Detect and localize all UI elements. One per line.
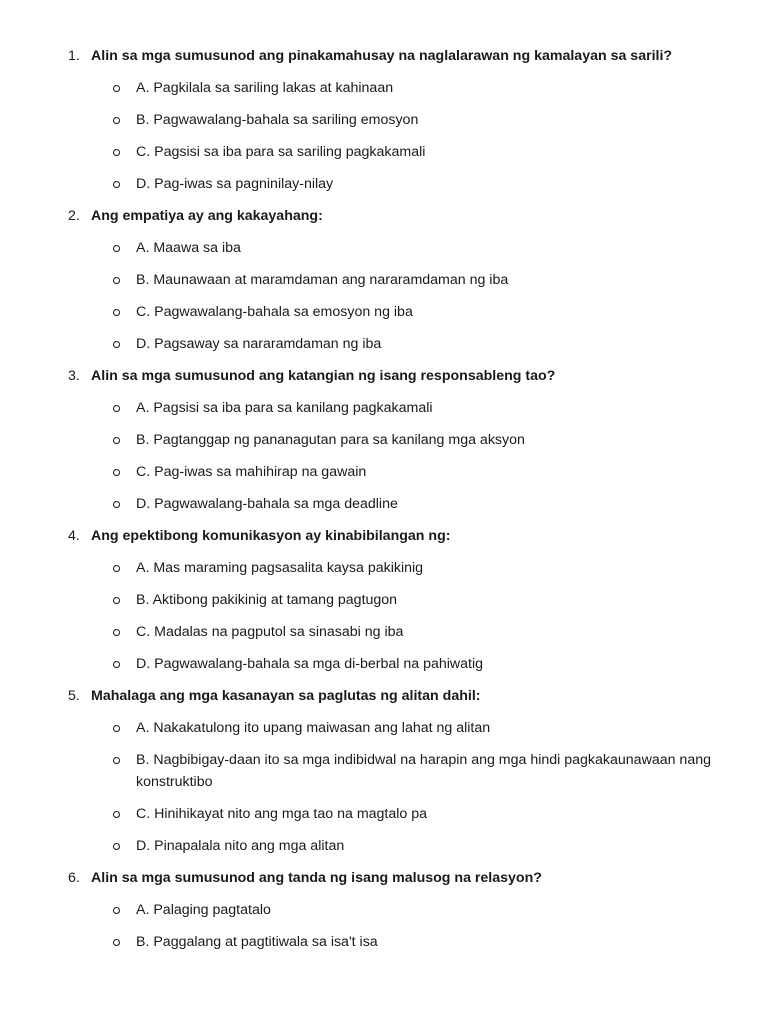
hollow-circle-bullet-icon bbox=[113, 245, 120, 252]
option-c bbox=[0, 136, 768, 168]
question-line bbox=[0, 40, 768, 72]
option-b bbox=[0, 264, 768, 296]
question-text: Alin sa mga sumusunod ang katangian ng isang responsableng tao? bbox=[91, 368, 556, 384]
option-d bbox=[0, 830, 768, 862]
hollow-circle-bullet-icon bbox=[113, 469, 120, 476]
option-text: A. Palaging pagtatalo bbox=[136, 902, 271, 918]
question-6 bbox=[0, 862, 768, 958]
hollow-circle-bullet-icon bbox=[113, 149, 120, 156]
option-text: B. Aktibong pakikinig at tamang pagtugon bbox=[136, 592, 398, 608]
question-number: 2. bbox=[68, 208, 80, 224]
option-text: B. Pagtanggap ng pananagutan para sa kanilang mga aksyon bbox=[136, 432, 525, 448]
option-text: C. Hinihikayat nito ang mga tao na magtalo pa bbox=[136, 806, 428, 822]
hollow-circle-bullet-icon bbox=[113, 277, 120, 284]
hollow-circle-bullet-icon bbox=[113, 811, 120, 818]
hollow-circle-bullet-icon bbox=[113, 725, 120, 732]
option-b bbox=[0, 104, 768, 136]
hollow-circle-bullet-icon bbox=[113, 85, 120, 92]
hollow-circle-bullet-icon bbox=[113, 309, 120, 316]
question-2 bbox=[0, 200, 768, 360]
option-b bbox=[0, 584, 768, 616]
question-line bbox=[0, 680, 768, 712]
hollow-circle-bullet-icon bbox=[113, 181, 120, 188]
hollow-circle-bullet-icon bbox=[113, 939, 120, 946]
option-d bbox=[0, 328, 768, 360]
question-number: 4. bbox=[68, 528, 80, 544]
option-text: A. Mas maraming pagsasalita kaysa pakikinig bbox=[136, 560, 424, 576]
hollow-circle-bullet-icon bbox=[113, 437, 120, 444]
option-text: A. Pagkilala sa sariling lakas at kahinaan bbox=[136, 80, 394, 96]
question-number: 5. bbox=[68, 688, 80, 704]
option-a bbox=[0, 894, 768, 926]
option-a bbox=[0, 232, 768, 264]
option-a bbox=[0, 392, 768, 424]
hollow-circle-bullet-icon bbox=[113, 661, 120, 668]
question-text: Ang epektibong komunikasyon ay kinabibilangan ng: bbox=[91, 528, 451, 544]
option-c bbox=[0, 616, 768, 648]
question-5 bbox=[0, 680, 768, 862]
question-text: Mahalaga ang mga kasanayan sa paglutas ng alitan dahil: bbox=[91, 688, 481, 704]
option-b bbox=[0, 424, 768, 456]
option-c bbox=[0, 296, 768, 328]
option-text: C. Pag-iwas sa mahihirap na gawain bbox=[136, 464, 367, 480]
hollow-circle-bullet-icon bbox=[113, 341, 120, 348]
option-a bbox=[0, 712, 768, 744]
hollow-circle-bullet-icon bbox=[113, 565, 120, 572]
option-d bbox=[0, 488, 768, 520]
option-text: D. Pagwawalang-bahala sa mga deadline bbox=[136, 496, 398, 512]
options-list bbox=[0, 894, 768, 958]
option-a bbox=[0, 552, 768, 584]
option-text: C. Madalas na pagputol sa sinasabi ng iba bbox=[136, 624, 404, 640]
question-text: Ang empatiya ay ang kakayahang: bbox=[91, 208, 323, 224]
options-list bbox=[0, 712, 768, 862]
question-3 bbox=[0, 360, 768, 520]
option-text: B. Nagbibigay-daan ito sa mga indibidwal na harapin ang mga hindi pagkakaunawaan nang konstruktibo bbox=[136, 752, 711, 790]
question-number: 3. bbox=[68, 368, 80, 384]
option-text: A. Pagsisi sa iba para sa kanilang pagkakamali bbox=[136, 400, 433, 416]
hollow-circle-bullet-icon bbox=[113, 501, 120, 508]
option-text: D. Pinapalala nito ang mga alitan bbox=[136, 838, 345, 854]
question-line bbox=[0, 862, 768, 894]
question-text: Alin sa mga sumusunod ang tanda ng isang malusog na relasyon? bbox=[91, 870, 542, 886]
top-margin bbox=[0, 0, 768, 40]
option-text: C. Pagwawalang-bahala sa emosyon ng iba bbox=[136, 304, 413, 320]
options-list bbox=[0, 72, 768, 200]
option-text: D. Pagwawalang-bahala sa mga di-berbal na pahiwatig bbox=[136, 656, 484, 672]
option-text: C. Pagsisi sa iba para sa sariling pagkakamali bbox=[136, 144, 426, 160]
option-c bbox=[0, 456, 768, 488]
option-b bbox=[0, 926, 768, 958]
question-line bbox=[0, 520, 768, 552]
options-list bbox=[0, 552, 768, 680]
option-d bbox=[0, 648, 768, 680]
options-list bbox=[0, 232, 768, 360]
option-text: B. Maunawaan at maramdaman ang nararamdaman ng iba bbox=[136, 272, 509, 288]
option-text: A. Maawa sa iba bbox=[136, 240, 241, 256]
question-text: Alin sa mga sumusunod ang pinakamahusay na naglalarawan ng kamalayan sa sarili? bbox=[91, 48, 673, 64]
hollow-circle-bullet-icon bbox=[113, 117, 120, 124]
hollow-circle-bullet-icon bbox=[113, 907, 120, 914]
hollow-circle-bullet-icon bbox=[113, 405, 120, 412]
hollow-circle-bullet-icon bbox=[113, 629, 120, 636]
option-b bbox=[0, 744, 768, 798]
option-c bbox=[0, 798, 768, 830]
option-a bbox=[0, 72, 768, 104]
option-text: B. Paggalang at pagtitiwala sa isa't isa bbox=[136, 934, 378, 950]
option-d bbox=[0, 168, 768, 200]
question-number: 1. bbox=[68, 48, 80, 64]
question-number: 6. bbox=[68, 870, 80, 886]
hollow-circle-bullet-icon bbox=[113, 597, 120, 604]
options-list bbox=[0, 392, 768, 520]
hollow-circle-bullet-icon bbox=[113, 757, 120, 764]
option-text: A. Nakakatulong ito upang maiwasan ang lahat ng alitan bbox=[136, 720, 491, 736]
option-text: D. Pag-iwas sa pagninilay-nilay bbox=[136, 176, 334, 192]
question-line bbox=[0, 360, 768, 392]
question-4 bbox=[0, 520, 768, 680]
question-1 bbox=[0, 40, 768, 200]
option-text: D. Pagsaway sa nararamdaman ng iba bbox=[136, 336, 382, 352]
option-text: B. Pagwawalang-bahala sa sariling emosyon bbox=[136, 112, 419, 128]
hollow-circle-bullet-icon bbox=[113, 843, 120, 850]
question-line bbox=[0, 200, 768, 232]
